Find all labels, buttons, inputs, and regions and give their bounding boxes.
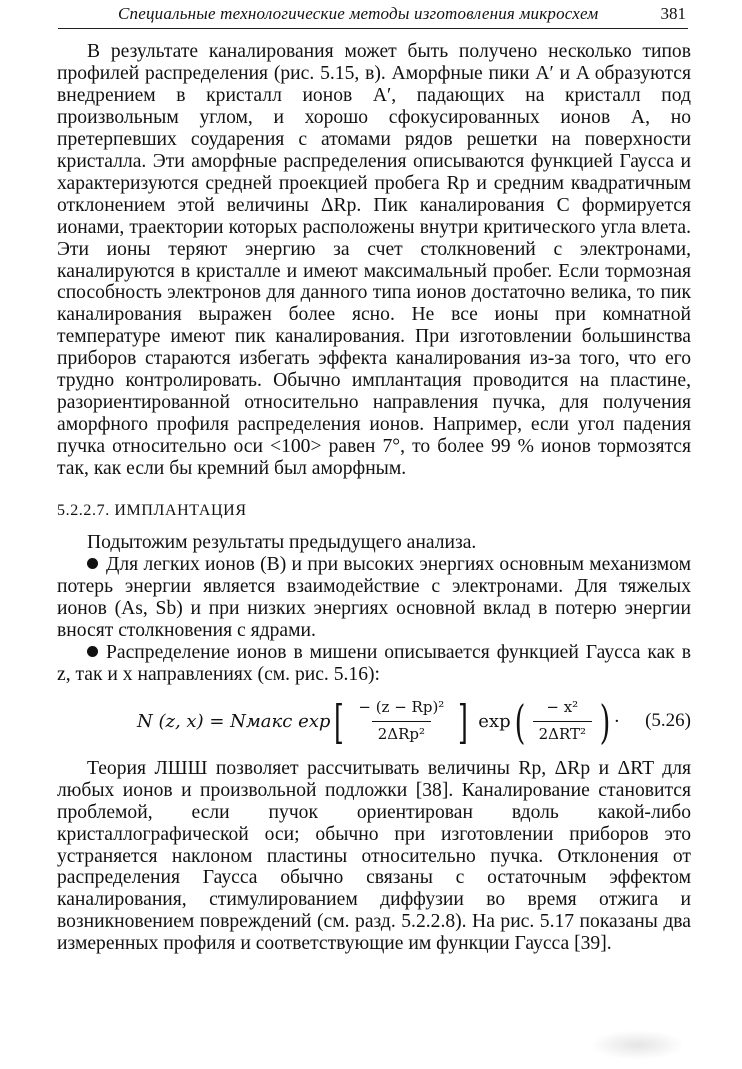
paragraph-channeling: В результате каналирования может быть получено несколько типов профилей распределения (рис. 5.15, в). Аморфные пики A′ и A образуются внедрением в кристалл ионов A′, падающих на кристалл под произвольным углом, и хорошо сфокусированных ионов A, но претерпевших соударения с атомами рядов решетки на поверхности кристалла. Эти аморфные распределения описываются функцией Гаусса и характеризуются средней проекцией пробега Rp и средним квадратичным отклонением этой величины ΔRp. Пик каналирования C формируется ионами, траектории которых расположены внутри критического угла влета. Эти ионы теряют энергию за счет столкновений с электронами, каналируются в кристалле и имеют максимальный пробег. Если тормозная способность электронов для данного типа ионов достаточно велика, то пик каналирования выражен более ясно. Не все ионы при комнатной температуре имеют пик каналирования. При изготовлении большинства приборов стараются избегать эффекта каналирования из-за того, что его трудно контролировать. Обычно имплантация проводится на пластине, разориентированной относительно направления пучка, для получения аморфного профиля распределения ионов. Например, если угол падения пучка относительно оси <100> равен 7°, то более 99 % ионов тормозятся так, как если бы кремний был аморфным. (57, 41, 691, 480)
paragraph-summary: Подытожим результаты предыдущего анализа. (87, 532, 477, 554)
bullet-icon (87, 558, 98, 569)
fraction-x-numerator: − x² (546, 698, 579, 717)
bullet-item-gauss (57, 642, 691, 686)
fraction-x-denominator: 2ΔRT² (533, 721, 592, 746)
bullet-text: Для легких ионов (B) и при высоких энергиях основным механизмом потерь энергии является взаимодействие с электронами. Для тяжелых ионов (As, Sb) и при низких энергиях основной вклад в потерю энергии вносят столкновения с ядрами. (57, 553, 691, 641)
formula-lhs: N (z, x) = Nмакс exp (137, 710, 331, 732)
page-header (58, 0, 688, 29)
right-bracket: ] (458, 694, 469, 749)
section-heading: 5.2.2.7. ИМПЛАНТАЦИЯ (57, 502, 247, 520)
page-body (57, 41, 691, 955)
running-title: Специальные технологические методы изготовления микросхем (118, 4, 599, 23)
fraction-z-denominator: 2ΔRp² (372, 721, 431, 746)
left-paren: ( (514, 694, 525, 749)
scan-stain (590, 1030, 685, 1060)
equation-5-26 (57, 688, 691, 756)
left-bracket: [ (334, 694, 345, 749)
equation-number: (5.26) (645, 709, 691, 731)
paragraph-lss-theory: Теория ЛШШ позволяет рассчитывать величины Rp, ΔRp и ΔRT для любых ионов и произвольной подложки [38]. Каналирование становится проблемой, если пучок ориентирован вдоль какой-либо кристаллографической оси; обычно при изготовлении приборов это устраняется наклоном пластины относительно пучка. Отклонения от распределения Гаусса обычно связаны с остаточным эффектом каналирования, стимулированием диффузии во время отжига и возникновением повреждений (см. разд. 5.2.2.8). На рис. 5.17 показаны два измеренных профиля и соответствующие им функции Гаусса [39]. (57, 757, 691, 955)
bullet-item-light-ions (57, 554, 691, 642)
fraction-z-numerator: − (z − Rp)² (358, 698, 445, 717)
fraction-x (533, 697, 592, 746)
bullet-text: Распределение ионов в мишени описывается функцией Гаусса как в z, так и x направлениях (см. рис. 5.16): (57, 641, 691, 685)
page-number: 381 (660, 4, 686, 23)
fraction-z (352, 697, 450, 746)
bullet-icon (87, 646, 98, 657)
formula-tail: · (613, 710, 620, 732)
right-paren: ) (599, 694, 611, 749)
formula-exp: exp (478, 710, 511, 732)
